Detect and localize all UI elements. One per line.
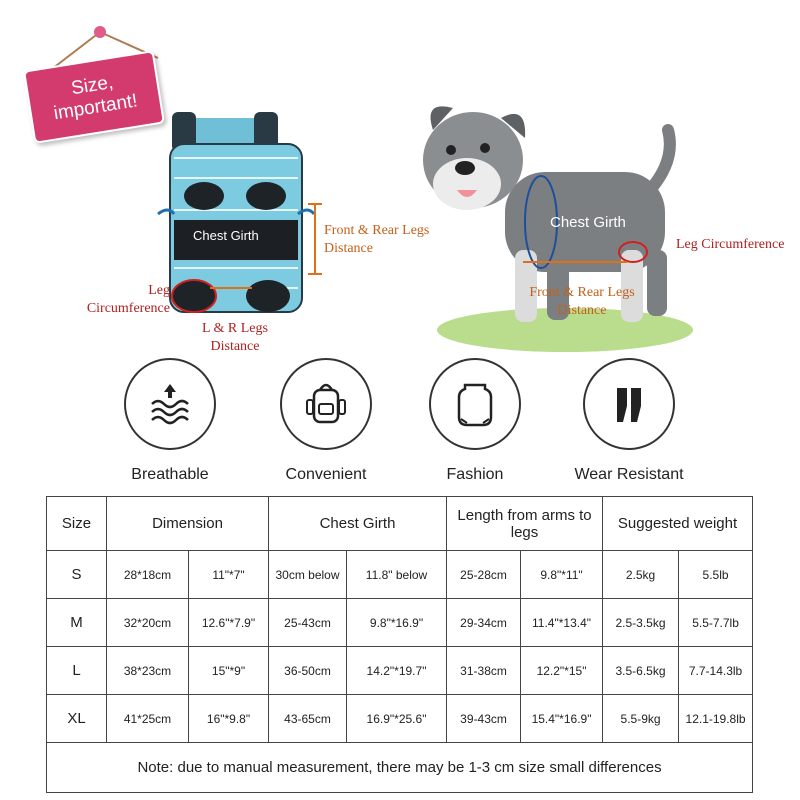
feature-label: Wear Resistant: [574, 466, 684, 483]
header-length: Length from arms to legs: [447, 497, 603, 551]
cell-len-cm: 25-28cm: [447, 551, 521, 599]
cell-dim-in: 16"*9.8": [189, 695, 269, 743]
sign-text: Size, important!: [23, 50, 165, 144]
table-row: [47, 695, 753, 743]
cell-len-cm: 31-38cm: [447, 647, 521, 695]
cell-len-in: 9.8"*11": [521, 551, 603, 599]
carrier-front-rear-label: Front & Rear Legs Distance: [324, 223, 430, 256]
feature-label: Fashion: [446, 466, 504, 483]
carrier-chest-girth-label: Chest Girth: [193, 228, 259, 243]
cell-chest-cm: 43-65cm: [269, 695, 347, 743]
pin-icon: [94, 26, 106, 38]
carrier-leg-circ-label: Leg Circumference: [86, 283, 170, 316]
dog-leg-circ-label: Leg Circumference: [676, 237, 785, 252]
dog-front-rear-label: Front & Rear Legs Distance: [529, 285, 635, 318]
cell-weight-kg: 2.5kg: [603, 551, 679, 599]
cell-chest-in: 11.8" below: [347, 551, 447, 599]
feature-convenient: [251, 358, 401, 484]
cell-chest-cm: 25-43cm: [269, 599, 347, 647]
cell-dim-cm: 28*18cm: [107, 551, 189, 599]
carrier-image: [150, 108, 320, 328]
cell-len-cm: 29-34cm: [447, 599, 521, 647]
header-weight: Suggested weight: [603, 497, 753, 551]
cell-dim-in: 11"*7": [189, 551, 269, 599]
feature-breathable: [95, 358, 245, 484]
carrier-icon: [429, 358, 521, 450]
table-row: [47, 599, 753, 647]
cell-dim-in: 12.6"*7.9": [189, 599, 269, 647]
table-note-row: [47, 743, 753, 793]
cell-chest-in: 9.8"*16.9": [347, 599, 447, 647]
waves-icon: [124, 358, 216, 450]
carrier-lr-legs-label: L & R Legs Distance: [202, 321, 268, 354]
buckle-icon: [583, 358, 675, 450]
dog-chest-girth-label: Chest Girth: [550, 214, 626, 231]
cell-chest-in: 14.2"*19.7": [347, 647, 447, 695]
cell-size: XL: [47, 695, 107, 743]
header-dimension: Dimension: [107, 497, 269, 551]
backpack-icon: [280, 358, 372, 450]
cell-chest-cm: 30cm below: [269, 551, 347, 599]
feature-label: Breathable: [131, 466, 209, 483]
cell-dim-cm: 38*23cm: [107, 647, 189, 695]
table-row: [47, 551, 753, 599]
cell-weight-kg: 5.5-9kg: [603, 695, 679, 743]
feature-fashion: [400, 358, 550, 484]
table-row: [47, 647, 753, 695]
cell-weight-kg: 2.5-3.5kg: [603, 599, 679, 647]
cell-weight-lb: 5.5lb: [679, 551, 753, 599]
cell-chest-in: 16.9"*25.6": [347, 695, 447, 743]
cell-len-in: 11.4"*13.4": [521, 599, 603, 647]
cell-chest-cm: 36-50cm: [269, 647, 347, 695]
cell-weight-lb: 7.7-14.3lb: [679, 647, 753, 695]
measurement-note: Note: due to manual measurement, there may be 1-3 cm size small differences: [47, 743, 753, 793]
feature-wear-resistant: [554, 358, 704, 484]
cell-size: M: [47, 599, 107, 647]
size-table: [46, 496, 753, 793]
header-size: Size: [47, 497, 107, 551]
cell-size: S: [47, 551, 107, 599]
distance-bracket: [305, 200, 325, 280]
cell-weight-lb: 12.1-19.8lb: [679, 695, 753, 743]
cell-dim-in: 15"*9": [189, 647, 269, 695]
cell-size: L: [47, 647, 107, 695]
cell-dim-cm: 32*20cm: [107, 599, 189, 647]
feature-label: Convenient: [285, 466, 367, 483]
header-chest-girth: Chest Girth: [269, 497, 447, 551]
cell-len-cm: 39-43cm: [447, 695, 521, 743]
cell-weight-kg: 3.5-6.5kg: [603, 647, 679, 695]
cell-weight-lb: 5.5-7.7lb: [679, 599, 753, 647]
cell-len-in: 12.2"*15": [521, 647, 603, 695]
cell-len-in: 15.4"*16.9": [521, 695, 603, 743]
cell-dim-cm: 41*25cm: [107, 695, 189, 743]
table-header-row: [47, 497, 753, 551]
